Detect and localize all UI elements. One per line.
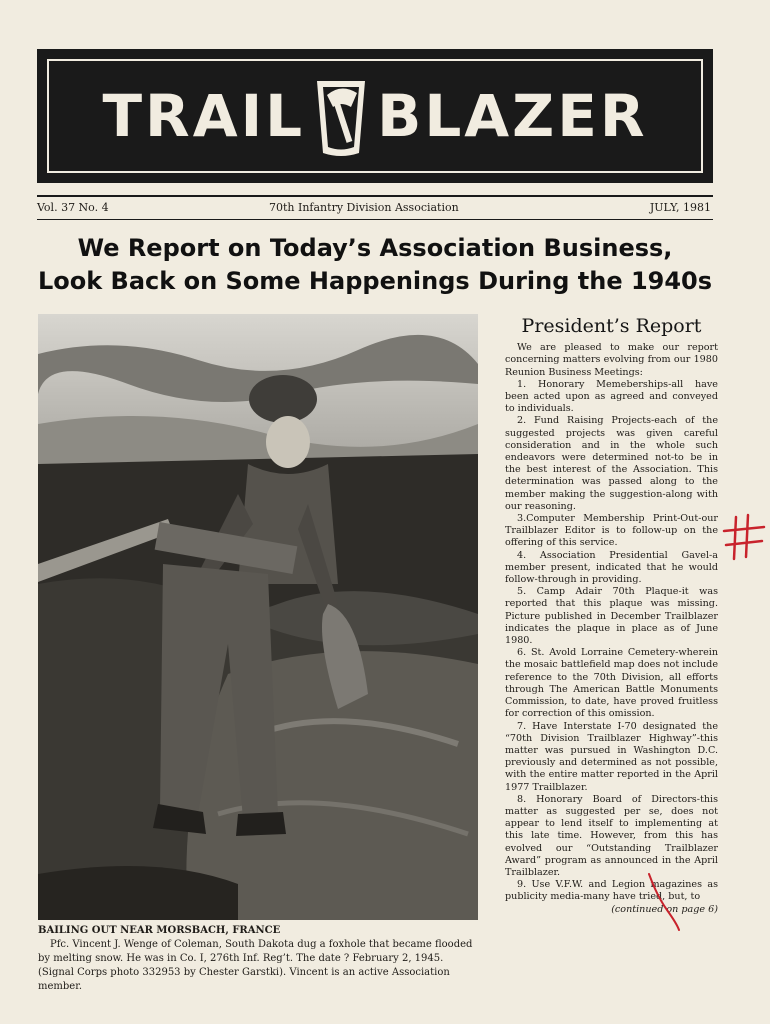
volume-number: Vol. 37 No. 4 xyxy=(37,201,109,214)
continued-note: (continued on page 6) xyxy=(611,903,718,915)
axe-emblem-icon xyxy=(311,73,371,159)
masthead xyxy=(37,49,713,183)
report-paragraph: 1. Honorary Memeberships-all have been acted upon as agreed and conveyed to individuals. xyxy=(505,378,718,415)
caption-title: BAILING OUT NEAR MORSBACH, FRANCE xyxy=(38,925,281,936)
report-paragraph: 7. Have Interstate I-70 designated the “70th Division Trailblazer Highway”-this matter was pursued in Washington D.C. previously and determined as not possible, with the entire matter reported in the April 1977 Trailblazer. xyxy=(505,720,718,793)
report-paragraph: 6. St. Avold Lorraine Cemetery-wherein the mosaic battlefield map does not include reference to the 70th Division, all efforts through The American Battle Monuments Commission, to date, have proved fruitless for correction of this omission. xyxy=(505,647,718,720)
presidents-report-column xyxy=(505,315,718,916)
caption-text: Pfc. Vincent J. Wenge of Coleman, South Dakota dug a foxhole that became flooded by melting snow. He was in Co. I, 276th Inf. Reg’t. The date ? February 2, 1945. (Signal Corps photo 332953 by Chester Garstki). Vincent is an active Association member. xyxy=(38,939,473,992)
masthead-title-right: BLAZER xyxy=(377,82,648,150)
masthead-title-left: TRAIL xyxy=(102,82,306,150)
report-paragraph: 4. Association Presidential Gavel-a member present, indicated that he would follow-through in providing. xyxy=(505,549,718,586)
issue-info-bar xyxy=(37,195,713,220)
headline-line-2: Look Back on Some Happenings During the 1940s xyxy=(37,267,713,295)
report-title: President’s Report xyxy=(521,315,702,337)
red-pen-slash-icon xyxy=(643,870,683,932)
masthead-frame xyxy=(47,59,703,173)
report-paragraph: 8. Honorary Board of Directors-this matter as suggested per se, does not appear to lend itself to implementing at this late time. However, from this has evolved our “Outstanding Trailblazer Award” program as announced in the April Trailblazer. xyxy=(505,793,718,878)
headline xyxy=(37,232,713,298)
report-paragraph: 2. Fund Raising Projects-each of the suggested projects was given careful consideration and in the whole such endeavors were determined not-to be in the best interest of the Association. This determination was passed along to the member making the suggestion-along with our reasoning. xyxy=(505,415,718,512)
organization-name: 70th Infantry Division Association xyxy=(269,201,459,214)
red-hash-mark-icon xyxy=(722,513,766,563)
report-paragraph: 5. Camp Adair 70th Plaque-it was reported that this plaque was missing. Picture published in December Trailblazer indicates the plaque in place as of June 1980. xyxy=(505,586,718,647)
report-paragraph: 3.Computer Membership Print-Out-our Trailblazer Editor is to follow-up on the offering of this service. xyxy=(505,513,718,549)
report-paragraph: We are pleased to make our report concerning matters evolving from our 1980 Reunion Business Meetings: xyxy=(505,342,718,378)
soldier-foxhole-photo xyxy=(38,314,478,920)
issue-date: JULY, 1981 xyxy=(649,201,711,214)
headline-line-1: We Report on Today’s Association Business, xyxy=(77,234,673,262)
report-paragraph: 9. Use V.F.W. and Legion magazines as publicity media-many have tried, but, to xyxy=(505,879,718,903)
photo-caption xyxy=(38,924,478,994)
